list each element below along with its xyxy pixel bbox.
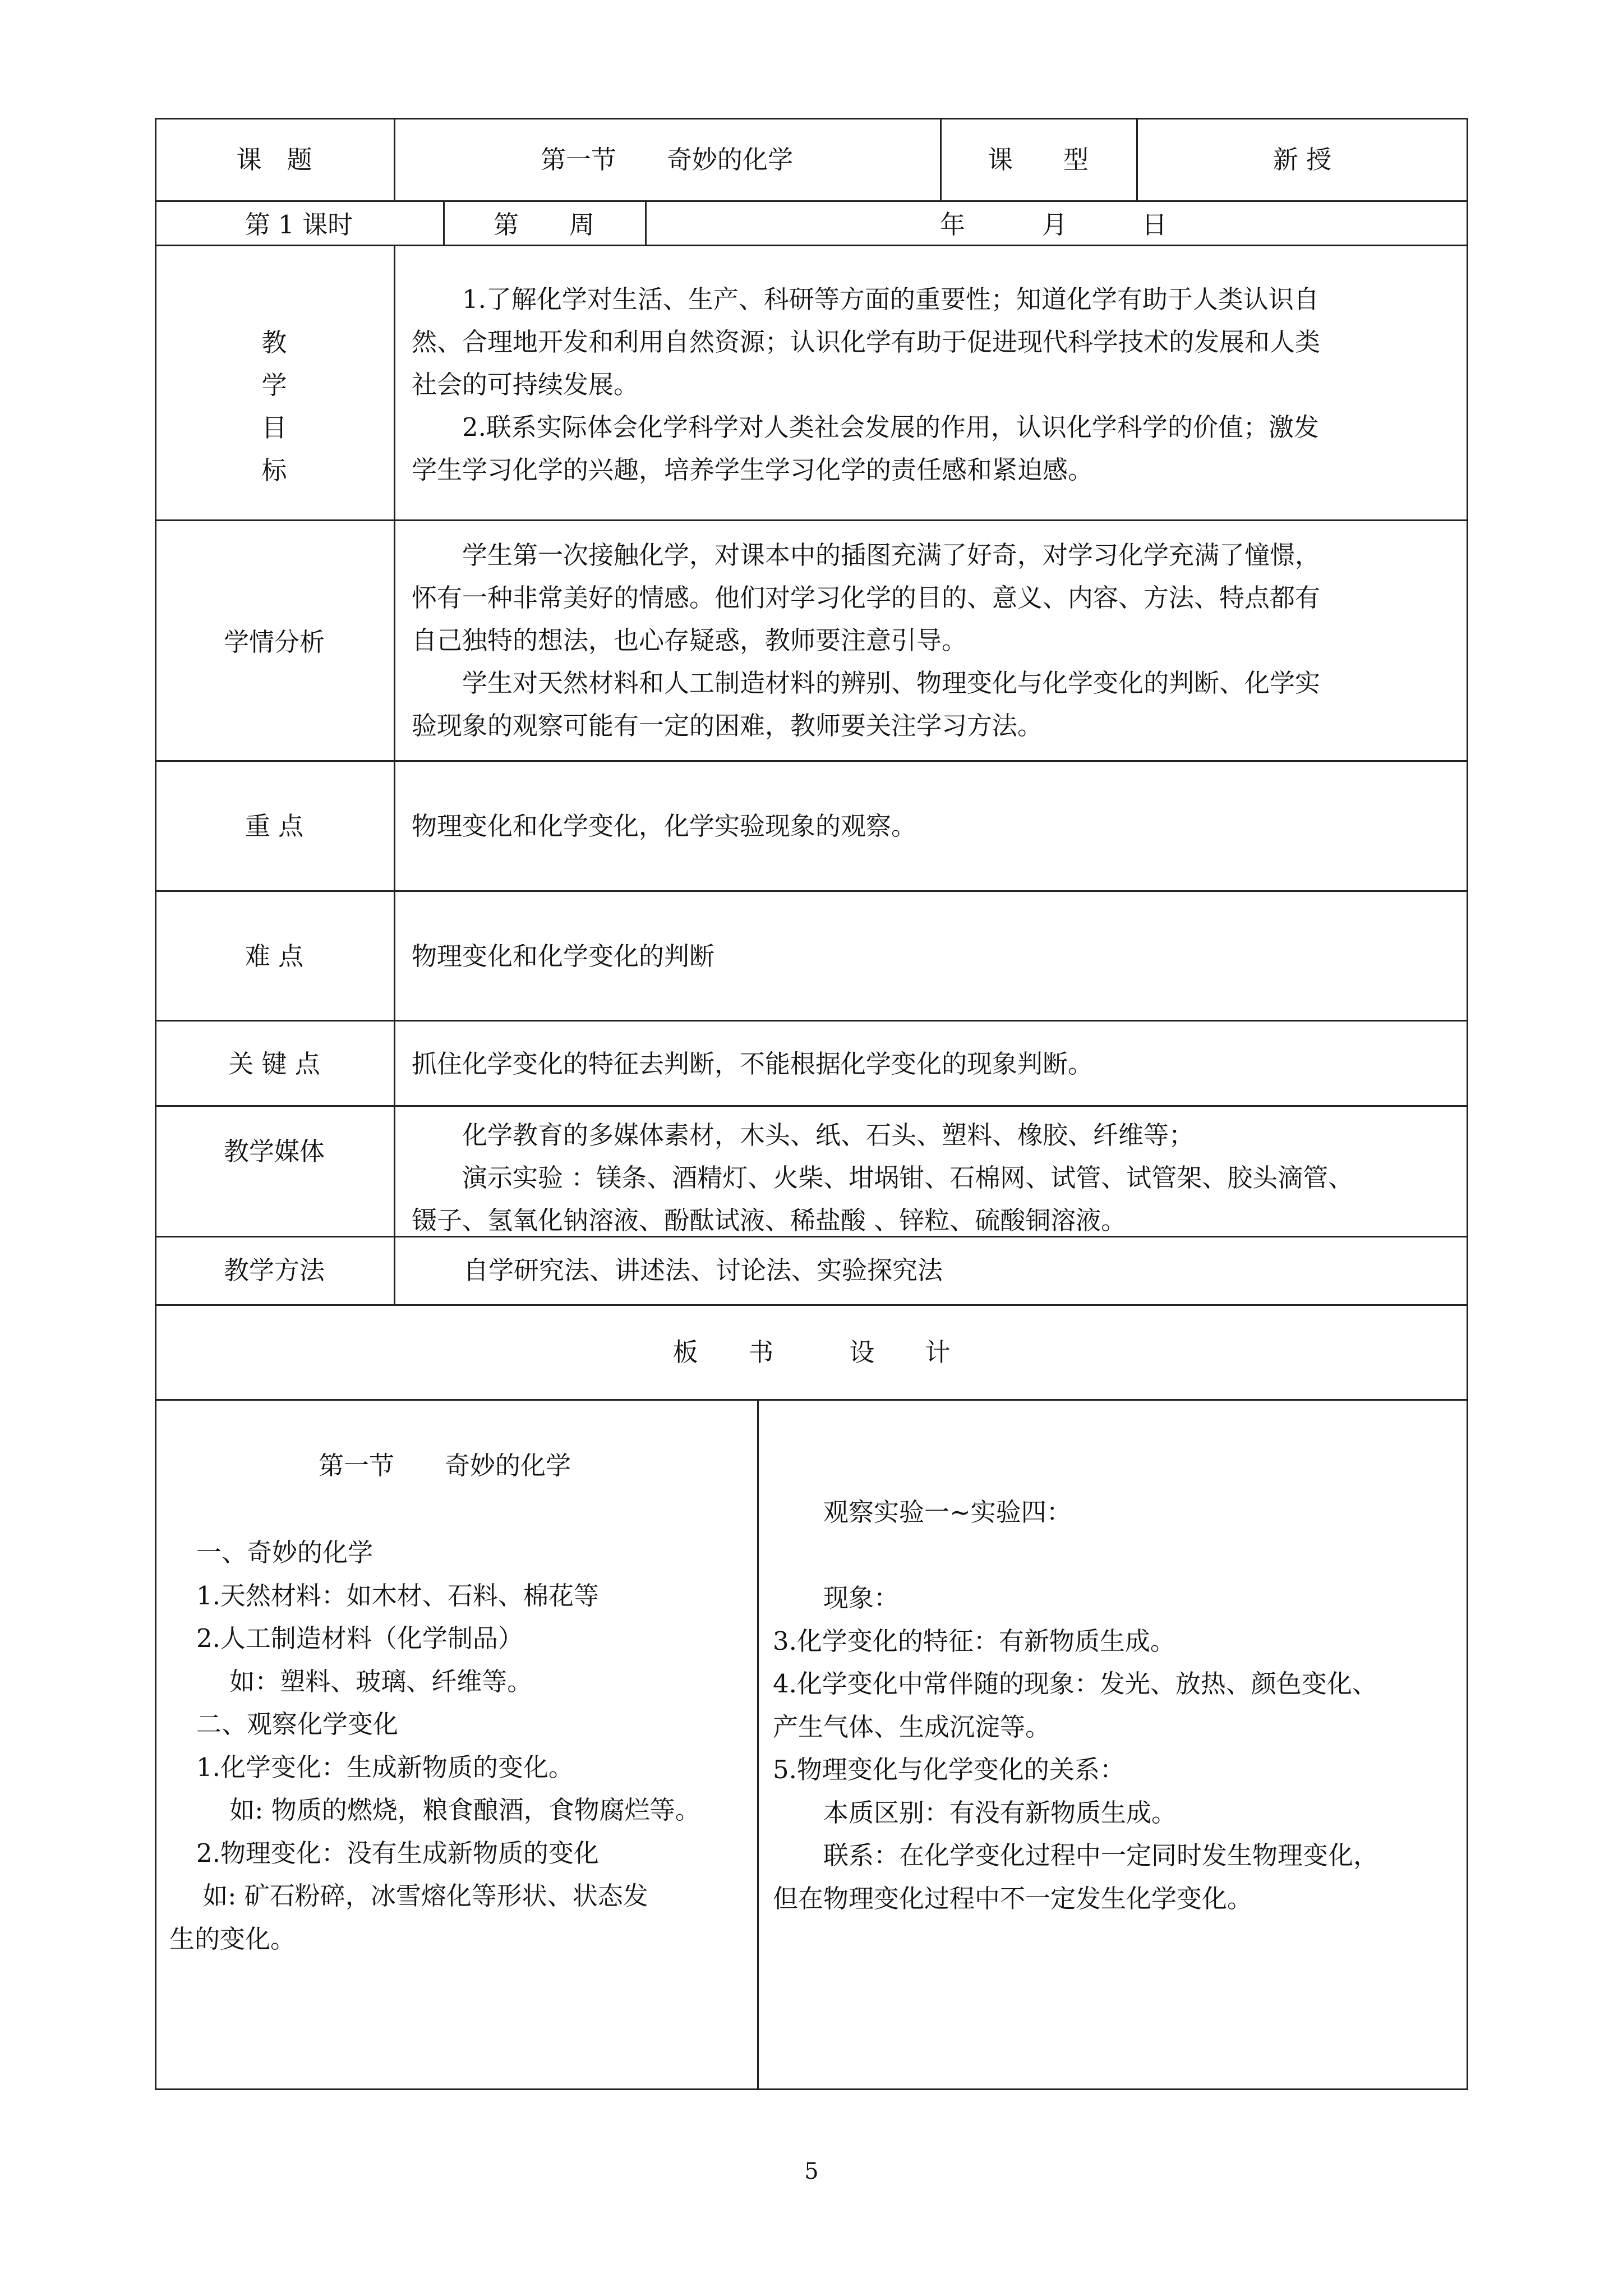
topic-label: 课 题 [236,145,312,174]
goals-label-char: 标 [261,455,287,485]
difficulty-text: 物理变化和化学变化的判断 [412,941,715,971]
text-line: 学生学习化学的兴趣，培养学生学习化学的责任感和紧迫感。 [412,455,1094,485]
col-divider [757,1399,759,2090]
date-month: 月 [1042,210,1068,240]
difficulty-label: 难 点 [245,941,304,971]
board-line: 2.人工制造材料（化学制品） [196,1623,523,1653]
board-line: 本质区别：有没有新物质生成。 [773,1797,1177,1828]
text-line: 学生第一次接触化学，对课本中的插图充满了好奇，对学习化学充满了憧憬， [412,540,1321,570]
row-divider [155,1105,1468,1107]
board-line: 如: 矿石粉碎，冰雪熔化等形状、状态发 [169,1881,648,1911]
board-line: 1.天然材料：如木材、石料、棉花等 [196,1580,599,1611]
board-line: 2.物理变化：没有生成新物质的变化 [196,1838,599,1868]
goals-label-char: 学 [261,370,287,400]
text-line: 化学教育的多媒体素材，木头、纸、石头、塑料、橡胶、纤维等； [412,1120,1195,1150]
goals-text [412,278,1455,491]
board-line: 二、观察化学变化 [196,1709,399,1739]
board-line: 联系：在化学变化过程中一定同时发生物理变化， [773,1841,1379,1870]
row-divider [155,890,1468,892]
board-line: 3.化学变化的特征：有新物质生成。 [773,1626,1175,1656]
text-line: 2.联系实际体会化学科学对人类社会发展的作用，认识化学科学的价值；激发 [412,412,1319,442]
method-text: 自学研究法、讲述法、讨论法、实验探究法 [463,1255,943,1285]
row-divider [155,519,1468,521]
type-label: 课 型 [987,145,1089,174]
text-line: 自己独特的想法，也心存疑惑，教师要注意引导。 [412,625,967,655]
media-label: 教学媒体 [223,1137,325,1166]
goals-label-char: 目 [261,413,287,443]
row-divider [155,200,1468,202]
board-line: 如：塑料、玻璃、纤维等。 [196,1666,533,1696]
col-divider [394,245,395,1304]
board-line [773,1534,1457,1577]
key-point-label: 重 点 [245,811,304,841]
board-line: 一、奇妙的化学 [196,1538,374,1567]
page-number: 5 [804,2159,819,2184]
method-label: 教学方法 [223,1255,325,1285]
media-text [412,1114,1455,1242]
text-line: 1.了解化学对生活、生产、科研等方面的重要性；知道化学有助于人类认识自 [412,284,1319,314]
key-point-text: 物理变化和化学变化，化学实验现象的观察。 [412,811,917,841]
row-divider [155,1020,1468,1022]
week-number: 第 周 [493,210,594,240]
row-divider [155,1399,1468,1401]
board-left-title: 第一节 奇妙的化学 [319,1451,571,1480]
text-line: 学生对天然材料和人工制造材料的辨别、物理变化与化学变化的判断、化学实 [412,668,1321,698]
text-line: 演示实验 ：镁条、酒精灯、火柴、坩埚钳、石棉网、试管、试管架、胶头滴管、 [412,1163,1354,1193]
crux-text: 抓住化学变化的特征去判断，不能根据化学变化的现象判断。 [412,1049,1094,1079]
text-line: 然、合理地开发和利用自然资源；认识化学有助于促进现代科学技术的发展和人类 [412,327,1321,357]
text-line: 怀有一种非常美好的情感。他们对学习化学的目的、意义、内容、方法、特点都有 [412,583,1321,613]
board-line: 现象： [773,1583,900,1613]
text-line: 验现象的观察可能有一定的困难，教师要关注学习方法。 [412,711,1043,740]
row-divider [155,1304,1468,1306]
board-line: 生的变化。 [169,1924,296,1954]
text-line: 社会的可持续发展。 [412,370,639,399]
board-heading: 板 书 设 计 [672,1337,951,1367]
period-number: 第 1 课时 [245,210,353,240]
board-line: 如: 物质的燃烧，粮食酿酒，食物腐烂等。 [196,1795,700,1825]
row-divider [155,245,1468,246]
board-right-text [773,1491,1457,1920]
board-line: 产生气体、生成沉淀等。 [773,1711,1051,1742]
board-line: 5.物理变化与化学变化的关系： [773,1755,1125,1784]
board-line: 但在物理变化过程中不一定发生化学变化。 [773,1883,1253,1913]
board-line: 1.化学变化：生成新物质的变化。 [196,1752,574,1782]
board-line: 4.化学变化中常伴随的现象：发光、放热、颜色变化、 [773,1669,1377,1699]
topic-value: 第一节 奇妙的化学 [540,145,793,174]
goals-label [257,321,291,492]
text-line: 镊子、氢氧化钠溶液、酚酞试液、稀盐酸 、锌粒、硫酸铜溶液。 [412,1205,1127,1235]
analysis-label: 学情分析 [223,627,325,657]
date-day: 日 [1142,210,1168,240]
crux-label: 关 键 点 [228,1049,320,1079]
goals-label-char: 教 [261,328,287,357]
date-year: 年 [940,210,966,240]
analysis-text [412,534,1455,747]
row-divider [155,760,1468,762]
type-value: 新 授 [1272,145,1332,174]
board-left-text [169,1531,757,1961]
col-divider [645,200,647,245]
board-line: 观察实验一~实验四： [773,1497,1072,1527]
